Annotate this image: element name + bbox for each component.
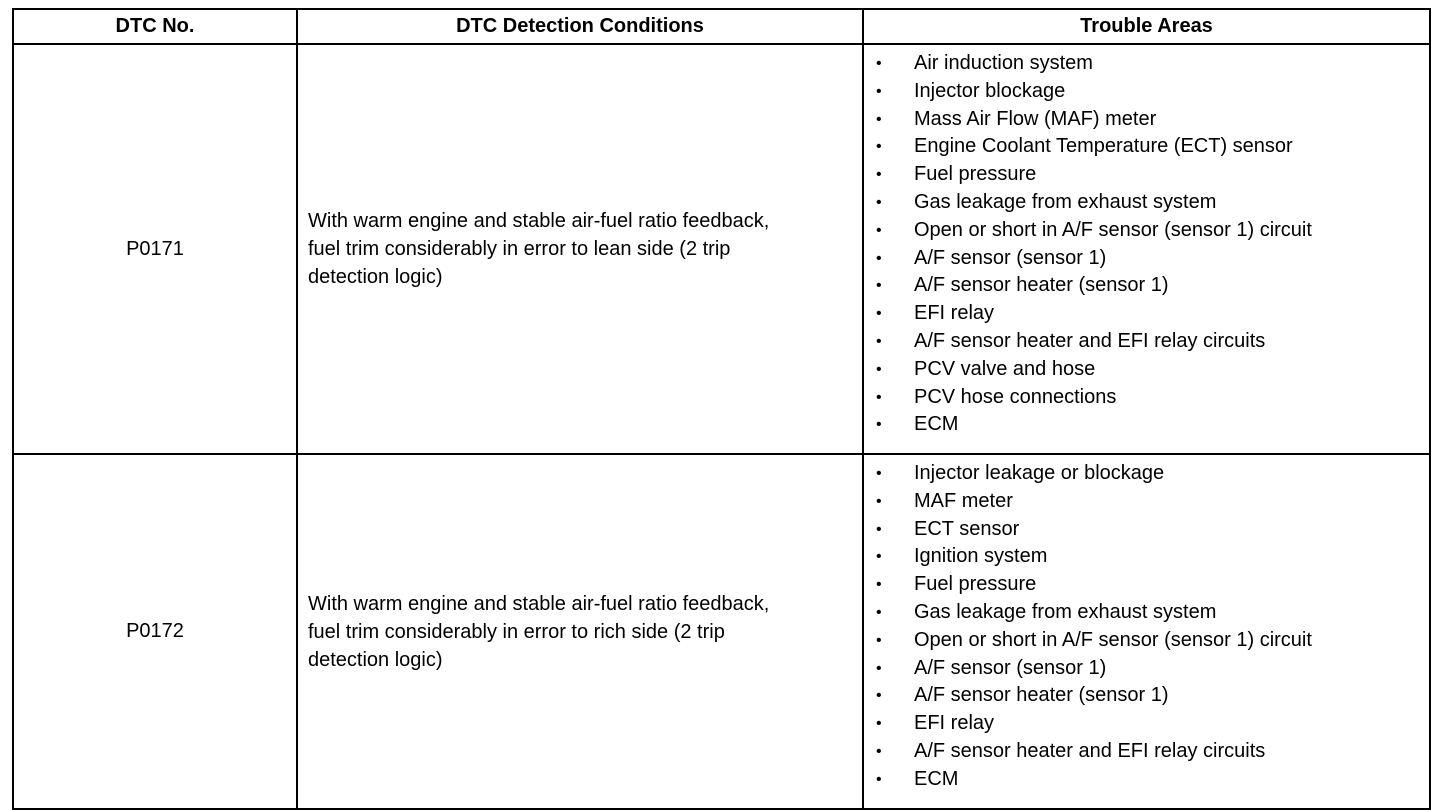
list-item	[864, 106, 1429, 134]
bullet-icon: •	[876, 166, 882, 184]
bullet-icon: •	[876, 576, 882, 594]
bullet-icon: •	[876, 277, 882, 295]
trouble-area-text: PCV valve and hose	[914, 357, 1096, 380]
table-header-row	[13, 9, 1430, 44]
trouble-areas-cell	[863, 44, 1430, 454]
condition-line: fuel trim considerably in error to lean side (2 trip	[308, 238, 731, 260]
header-trouble-areas: Trouble Areas	[863, 9, 1430, 44]
list-item	[864, 161, 1429, 189]
list-item	[864, 655, 1429, 683]
trouble-area-text: Gas leakage from exhaust system	[914, 190, 1217, 213]
list-item	[864, 516, 1429, 544]
bullet-icon: •	[876, 687, 882, 705]
trouble-area-text: Injector leakage or blockage	[914, 462, 1165, 484]
list-item	[864, 133, 1429, 161]
bullet-icon: •	[876, 110, 882, 128]
trouble-area-text: Air induction system	[914, 52, 1093, 74]
trouble-area-text: Mass Air Flow (MAF) meter	[914, 107, 1157, 130]
bullet-icon: •	[876, 82, 882, 100]
bullet-icon: •	[876, 388, 882, 406]
list-item	[864, 571, 1429, 599]
bullet-icon: •	[876, 305, 882, 323]
trouble-area-text: PCV hose connections	[914, 385, 1117, 408]
list-item	[864, 328, 1429, 356]
condition-line: With warm engine and stable air-fuel ratio feedback,	[308, 210, 770, 232]
bullet-icon: •	[876, 221, 882, 239]
bullet-icon: •	[876, 631, 882, 649]
trouble-area-text: Fuel pressure	[914, 573, 1037, 596]
trouble-area-text: A/F sensor heater (sensor 1)	[914, 684, 1169, 707]
trouble-area-text: Engine Coolant Temperature (ECT) sensor	[914, 135, 1293, 158]
trouble-areas-list	[864, 460, 1429, 794]
list-item	[864, 300, 1429, 328]
list-item	[864, 710, 1429, 738]
list-item	[864, 460, 1429, 488]
list-item	[864, 356, 1429, 384]
list-item	[864, 627, 1429, 655]
condition-line: detection logic)	[308, 648, 443, 671]
trouble-area-text: EFI relay	[914, 712, 995, 735]
dtc-table	[12, 8, 1431, 810]
condition-line: detection logic)	[308, 266, 443, 288]
detection-condition	[297, 454, 863, 809]
trouble-areas-cell	[863, 454, 1430, 809]
list-item	[864, 384, 1429, 412]
list-item	[864, 411, 1429, 439]
header-dtc-no: DTC No.	[13, 9, 297, 44]
trouble-area-text: Ignition system	[914, 545, 1048, 568]
bullet-icon: •	[876, 360, 882, 378]
trouble-area-text: A/F sensor heater and EFI relay circuits	[914, 739, 1266, 762]
trouble-area-text: A/F sensor heater (sensor 1)	[914, 274, 1169, 297]
bullet-icon: •	[876, 603, 882, 621]
trouble-area-text: A/F sensor (sensor 1)	[914, 246, 1107, 269]
bullet-icon: •	[876, 659, 882, 677]
condition-line: fuel trim considerably in error to rich side (2 trip	[308, 620, 725, 643]
trouble-areas-list	[864, 50, 1429, 439]
trouble-area-text: Gas leakage from exhaust system	[914, 600, 1217, 623]
bullet-icon: •	[876, 55, 882, 72]
list-item	[864, 189, 1429, 217]
list-item	[864, 78, 1429, 106]
bullet-icon: •	[876, 548, 882, 566]
table-row	[13, 44, 1430, 454]
trouble-area-text: EFI relay	[914, 302, 995, 325]
list-item	[864, 245, 1429, 273]
list-item	[864, 488, 1429, 516]
bullet-icon: •	[876, 770, 882, 788]
dtc-code: P0171	[13, 44, 297, 454]
bullet-icon: •	[876, 138, 882, 156]
trouble-area-text: Open or short in A/F sensor (sensor 1) circuit	[914, 628, 1312, 651]
detection-condition	[297, 44, 863, 454]
trouble-area-text: ECT sensor	[914, 517, 1020, 540]
list-item	[864, 766, 1429, 794]
list-item	[864, 738, 1429, 766]
bullet-icon: •	[876, 715, 882, 733]
table-row	[13, 454, 1430, 809]
header-detection-conditions: DTC Detection Conditions	[297, 9, 863, 44]
bullet-icon: •	[876, 416, 882, 434]
bullet-icon: •	[876, 332, 882, 350]
list-item	[864, 599, 1429, 627]
condition-line: With warm engine and stable air-fuel ratio feedback,	[308, 592, 770, 615]
trouble-area-text: Injector blockage	[914, 79, 1066, 102]
dtc-code: P0172	[13, 454, 297, 809]
trouble-area-text: Open or short in A/F sensor (sensor 1) circuit	[914, 218, 1312, 241]
bullet-icon: •	[876, 193, 882, 211]
trouble-area-text: ECM	[914, 413, 959, 436]
bullet-icon: •	[876, 465, 882, 482]
bullet-icon: •	[876, 520, 882, 538]
list-item	[864, 50, 1429, 78]
bullet-icon: •	[876, 492, 882, 510]
bullet-icon: •	[876, 742, 882, 760]
trouble-area-text: MAF meter	[914, 489, 1013, 512]
trouble-area-text: Fuel pressure	[914, 163, 1037, 186]
list-item	[864, 543, 1429, 571]
trouble-area-text: A/F sensor heater and EFI relay circuits	[914, 329, 1266, 352]
list-item	[864, 272, 1429, 300]
list-item	[864, 217, 1429, 245]
bullet-icon: •	[876, 249, 882, 267]
list-item	[864, 682, 1429, 710]
trouble-area-text: ECM	[914, 767, 959, 790]
trouble-area-text: A/F sensor (sensor 1)	[914, 656, 1107, 679]
